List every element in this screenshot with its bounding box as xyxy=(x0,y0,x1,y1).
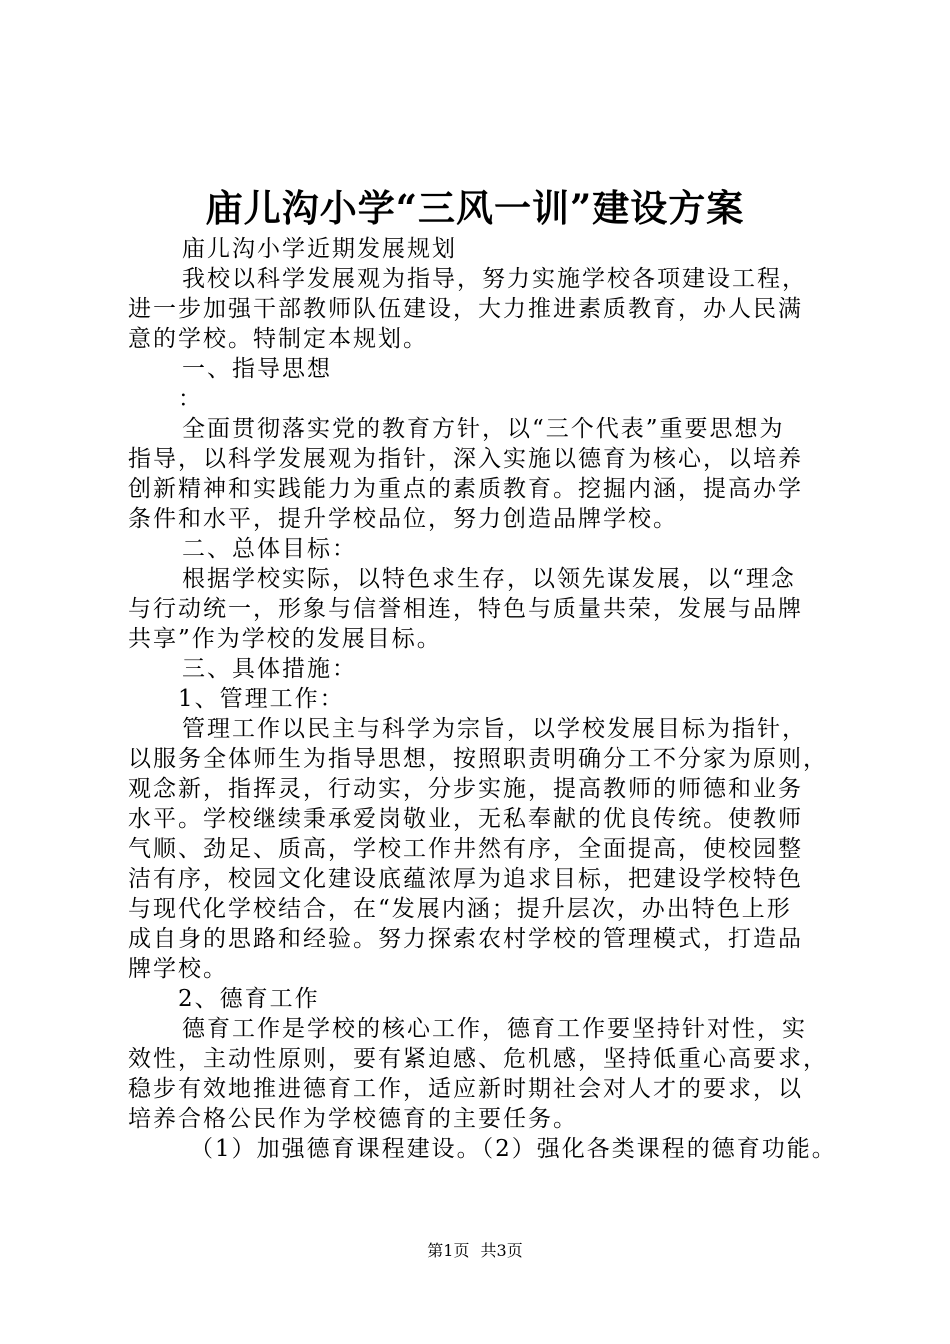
paragraph-line: 意的学校。特制定本规划。 xyxy=(128,326,428,352)
paragraph-line: 与行动统一，形象与信誉相连，特色与质量共荣，发展与品牌 xyxy=(128,596,803,622)
paragraph-line: 条件和水平，提升学校品位，努力创造品牌学校。 xyxy=(128,506,678,532)
document-title: 庙儿沟小学“三风一训”建设方案 xyxy=(205,186,745,230)
paragraph-line: 牌学校。 xyxy=(128,956,228,982)
section-heading: 三、具体措施： xyxy=(182,656,357,682)
subsection-heading: 2、德育工作 xyxy=(178,986,320,1012)
paragraph-line: 与现代化学校结合，在“发展内涵；提升层次，办出特色上形 xyxy=(128,896,792,922)
paragraph-line: 德育工作是学校的核心工作，德育工作要坚持针对性，实 xyxy=(182,1016,807,1042)
paragraph-line: 根据学校实际，以特色求生存，以领先谋发展，以“理念 xyxy=(182,566,796,592)
paragraph-line: 共享”作为学校的发展目标。 xyxy=(128,626,442,652)
paragraph-line: 全面贯彻落实党的教育方针，以“三个代表”重要思想为 xyxy=(182,416,785,442)
section-heading: 一、指导思想 xyxy=(182,356,332,382)
paragraph-line: 进一步加强干部教师队伍建设，大力推进素质教育，办人民满 xyxy=(128,296,803,322)
paragraph-line: 培养合格公民作为学校德育的主要任务。 xyxy=(128,1106,578,1132)
paragraph-line: 效性，主动性原则，要有紧迫感、危机感，坚持低重心高要求， xyxy=(128,1046,828,1072)
paragraph-line: 观念新，指挥灵，行动实，分步实施，提高教师的师德和业务 xyxy=(128,776,803,802)
page-total: 共3页 xyxy=(480,1241,523,1260)
paragraph-line: （1）加强德育课程建设。（2）强化各类课程的德育功能。 xyxy=(190,1136,837,1162)
paragraph-line: 以服务全体师生为指导思想，按照职责明确分工不分家为原则， xyxy=(128,746,828,772)
paragraph-line: 成自身的思路和经验。努力探索农村学校的管理模式，打造品 xyxy=(128,926,803,952)
paragraph-line: 指导，以科学发展观为指针，深入实施以德育为核心，以培养 xyxy=(128,446,803,472)
document-body xyxy=(128,234,838,1164)
page-number: 第1页 xyxy=(427,1241,470,1260)
page-footer xyxy=(0,1240,950,1262)
paragraph-line: 气顺、劲足、质高，学校工作井然有序，全面提高，使校园整 xyxy=(128,836,803,862)
paragraph-line: 创新精神和实践能力为重点的素质教育。挖掘内涵，提高办学 xyxy=(128,476,803,502)
paragraph-line: 稳步有效地推进德育工作，适应新时期社会对人才的要求，以 xyxy=(128,1076,803,1102)
subsection-heading: 1、管理工作： xyxy=(178,686,345,712)
section-heading: 二、总体目标： xyxy=(182,536,357,562)
paragraph-line: 我校以科学发展观为指导，努力实施学校各项建设工程， xyxy=(182,266,807,292)
subtitle-line: 庙儿沟小学近期发展规划 xyxy=(182,236,457,262)
paragraph-line: 洁有序，校园文化建设底蕴浓厚为追求目标，把建设学校特色 xyxy=(128,866,803,892)
paragraph-line: ： xyxy=(178,386,203,412)
paragraph-line: 管理工作以民主与科学为宗旨，以学校发展目标为指针， xyxy=(182,716,807,742)
paragraph-line: 水平。学校继续秉承爱岗敬业，无私奉献的优良传统。使教师 xyxy=(128,806,803,832)
